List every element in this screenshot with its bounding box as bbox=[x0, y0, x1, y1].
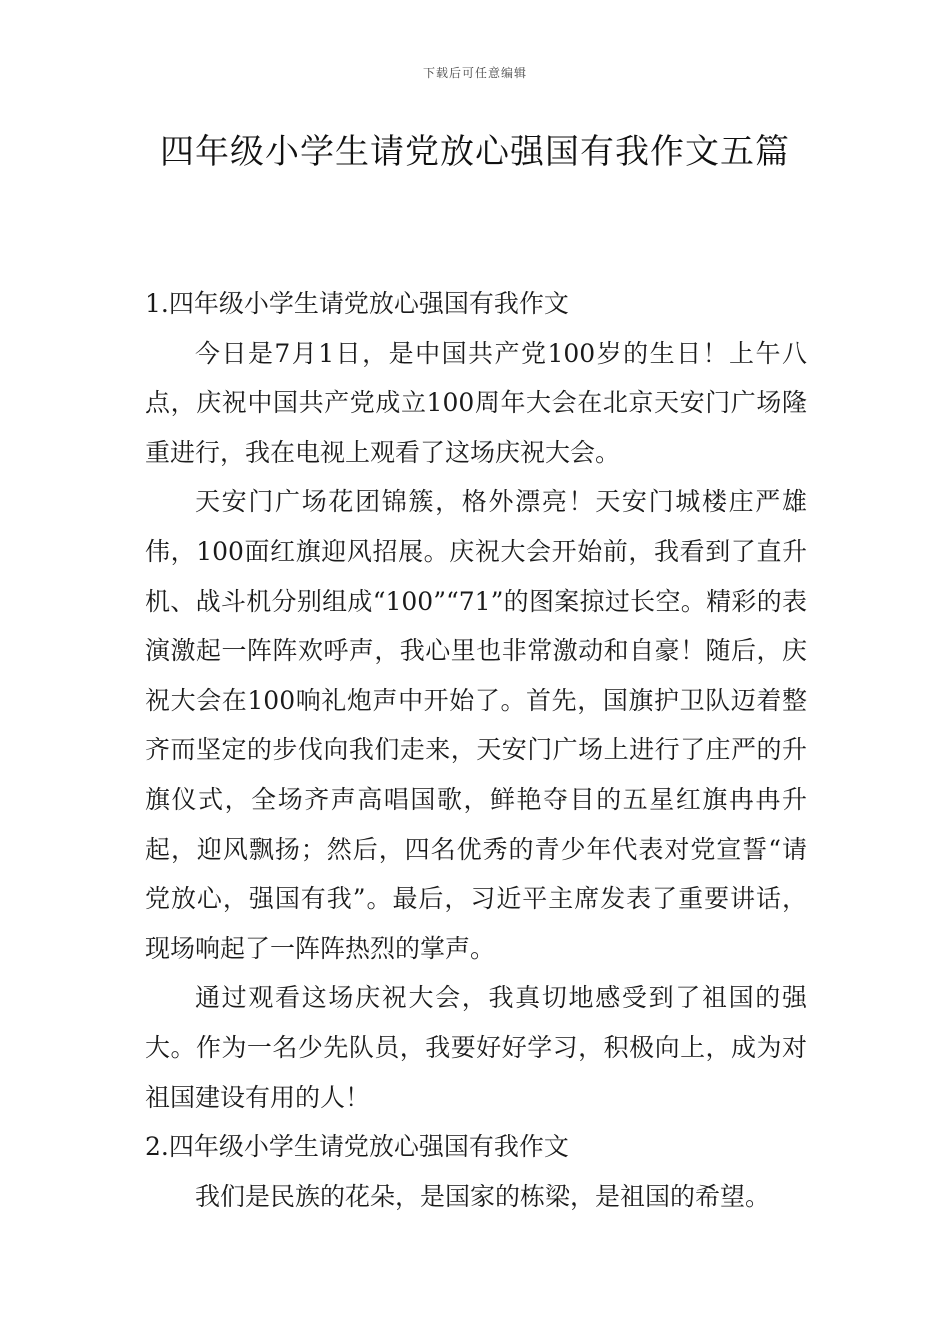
section-heading-1: 1.四年级小学生请党放心强国有我作文 bbox=[145, 289, 569, 318]
document-body bbox=[145, 279, 807, 1221]
paragraph: 今日是7月1日，是中国共产党100岁的生日！上午八点，庆祝中国共产党成立100周年大会在北京天安门广场隆重进行，我在电视上观看了这场庆祝大会。 bbox=[145, 338, 807, 467]
page-title: 四年级小学生请党放心强国有我作文五篇 bbox=[160, 132, 790, 172]
header-note: 下载后可任意编辑 bbox=[422, 66, 527, 80]
paragraph: 通过观看这场庆祝大会，我真切地感受到了祖国的强大。作为一名少先队员，我要好好学习，积极向上，成为对祖国建设有用的人！ bbox=[145, 983, 807, 1112]
section-heading-2: 2.四年级小学生请党放心强国有我作文 bbox=[145, 1132, 569, 1162]
paragraph: 我们是民族的花朵，是国家的栋梁，是祖国的希望。 bbox=[195, 1181, 771, 1211]
paragraph: 天安门广场花团锦簇，格外漂亮！天安门城楼庄严雄伟，100面红旗迎风招展。庆祝大会开始前，我看到了直升机、战斗机分别组成“100”“71”的图案掠过长空。精彩的表演激起一阵阵欢呼声，我心里也非常激动和自豪！随后，庆祝大会在100响礼炮声中开始了。首先，国旗护卫队迈着整齐而坚定的步伐向我们走来，天安门广场上进行了庄严的升旗仪式，全场齐声高唱国歌，鲜艳夺目的五星红旗冉冉升起，迎风飘扬；然后，四名优秀的青少年代表对党宣誓“请党放心，强国有我”。最后，习近平主席发表了重要讲话，现场响起了一阵阵热烈的掌声。 bbox=[145, 487, 807, 963]
